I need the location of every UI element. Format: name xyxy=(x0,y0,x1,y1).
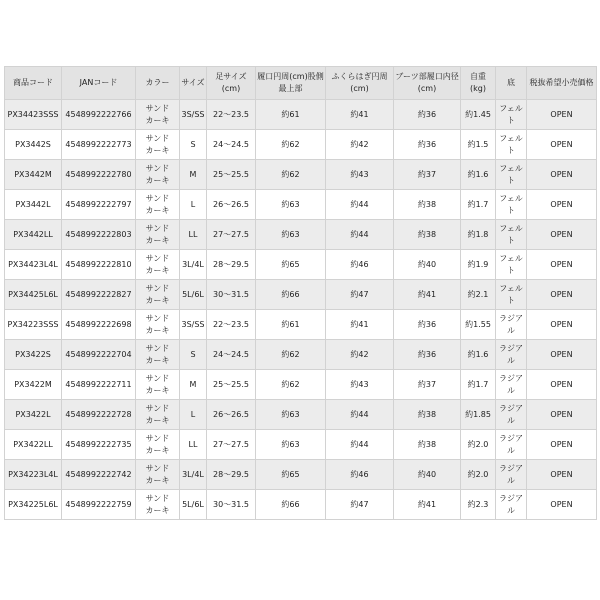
cell-product-code: PX3422S xyxy=(5,340,62,370)
cell-opening-circumference: 約62 xyxy=(256,160,326,190)
cell-size: S xyxy=(180,340,207,370)
cell-calf-circumference: 約43 xyxy=(326,160,394,190)
cell-weight: 約2.0 xyxy=(461,460,496,490)
cell-product-code: PX3442LL xyxy=(5,220,62,250)
cell-weight: 約1.9 xyxy=(461,250,496,280)
cell-color: サンド カーキ xyxy=(136,340,180,370)
cell-foot-size: 25～25.5 xyxy=(207,160,256,190)
cell-weight: 約1.7 xyxy=(461,370,496,400)
cell-calf-circumference: 約46 xyxy=(326,250,394,280)
cell-jan-code: 4548992222766 xyxy=(62,100,136,130)
cell-opening-circumference: 約63 xyxy=(256,400,326,430)
cell-opening-circumference: 約62 xyxy=(256,130,326,160)
cell-calf-circumference: 約44 xyxy=(326,190,394,220)
cell-sole: フェル ト xyxy=(496,100,527,130)
cell-weight: 約1.7 xyxy=(461,190,496,220)
cell-boot-inner-diameter: 約41 xyxy=(394,490,461,520)
cell-opening-circumference: 約62 xyxy=(256,370,326,400)
cell-color: サンド カーキ xyxy=(136,490,180,520)
table-row xyxy=(5,400,597,430)
header-calf-circumference: ふくらはぎ円周(cm) xyxy=(326,67,394,100)
cell-jan-code: 4548992222704 xyxy=(62,340,136,370)
cell-size: 3S/SS xyxy=(180,100,207,130)
cell-product-code: PX34223SSS xyxy=(5,310,62,340)
cell-product-code: PX3422L xyxy=(5,400,62,430)
cell-boot-inner-diameter: 約38 xyxy=(394,190,461,220)
header-sole: 底 xyxy=(496,67,527,100)
table-row xyxy=(5,490,597,520)
cell-price: OPEN xyxy=(527,250,597,280)
cell-jan-code: 4548992222803 xyxy=(62,220,136,250)
cell-color: サンド カーキ xyxy=(136,250,180,280)
cell-size: 3L/4L xyxy=(180,250,207,280)
cell-foot-size: 30～31.5 xyxy=(207,490,256,520)
table-row xyxy=(5,430,597,460)
cell-color: サンド カーキ xyxy=(136,220,180,250)
cell-foot-size: 27～27.5 xyxy=(207,430,256,460)
cell-weight: 約2.0 xyxy=(461,430,496,460)
cell-product-code: PX34425L6L xyxy=(5,280,62,310)
cell-color: サンド カーキ xyxy=(136,460,180,490)
cell-boot-inner-diameter: 約36 xyxy=(394,100,461,130)
cell-product-code: PX3442L xyxy=(5,190,62,220)
cell-jan-code: 4548992222797 xyxy=(62,190,136,220)
cell-weight: 約2.3 xyxy=(461,490,496,520)
cell-calf-circumference: 約41 xyxy=(326,100,394,130)
cell-jan-code: 4548992222827 xyxy=(62,280,136,310)
cell-product-code: PX34225L6L xyxy=(5,490,62,520)
cell-price: OPEN xyxy=(527,280,597,310)
cell-jan-code: 4548992222711 xyxy=(62,370,136,400)
cell-price: OPEN xyxy=(527,400,597,430)
cell-calf-circumference: 約44 xyxy=(326,430,394,460)
cell-price: OPEN xyxy=(527,490,597,520)
cell-price: OPEN xyxy=(527,190,597,220)
cell-sole: フェル ト xyxy=(496,190,527,220)
cell-foot-size: 22～23.5 xyxy=(207,100,256,130)
cell-sole: ラジア ル xyxy=(496,460,527,490)
cell-size: LL xyxy=(180,220,207,250)
cell-weight: 約1.45 xyxy=(461,100,496,130)
cell-size: L xyxy=(180,190,207,220)
cell-sole: フェル ト xyxy=(496,220,527,250)
cell-calf-circumference: 約42 xyxy=(326,130,394,160)
cell-boot-inner-diameter: 約40 xyxy=(394,460,461,490)
cell-foot-size: 26～26.5 xyxy=(207,190,256,220)
table-row xyxy=(5,370,597,400)
cell-color: サンド カーキ xyxy=(136,160,180,190)
cell-product-code: PX34423L4L xyxy=(5,250,62,280)
cell-sole: フェル ト xyxy=(496,250,527,280)
cell-boot-inner-diameter: 約36 xyxy=(394,130,461,160)
cell-jan-code: 4548992222810 xyxy=(62,250,136,280)
cell-jan-code: 4548992222742 xyxy=(62,460,136,490)
cell-sole: ラジア ル xyxy=(496,370,527,400)
table-row xyxy=(5,280,597,310)
cell-product-code: PX3422M xyxy=(5,370,62,400)
cell-sole: ラジア ル xyxy=(496,430,527,460)
cell-foot-size: 27～27.5 xyxy=(207,220,256,250)
cell-size: 5L/6L xyxy=(180,490,207,520)
cell-boot-inner-diameter: 約36 xyxy=(394,310,461,340)
cell-sole: フェル ト xyxy=(496,280,527,310)
cell-size: M xyxy=(180,160,207,190)
cell-opening-circumference: 約62 xyxy=(256,340,326,370)
cell-opening-circumference: 約63 xyxy=(256,220,326,250)
cell-calf-circumference: 約44 xyxy=(326,220,394,250)
cell-weight: 約1.8 xyxy=(461,220,496,250)
cell-size: 5L/6L xyxy=(180,280,207,310)
cell-foot-size: 25～25.5 xyxy=(207,370,256,400)
cell-calf-circumference: 約47 xyxy=(326,490,394,520)
cell-color: サンド カーキ xyxy=(136,280,180,310)
cell-price: OPEN xyxy=(527,160,597,190)
cell-jan-code: 4548992222773 xyxy=(62,130,136,160)
cell-foot-size: 26～26.5 xyxy=(207,400,256,430)
cell-price: OPEN xyxy=(527,100,597,130)
cell-boot-inner-diameter: 約38 xyxy=(394,400,461,430)
cell-weight: 約2.1 xyxy=(461,280,496,310)
cell-product-code: PX34223L4L xyxy=(5,460,62,490)
cell-price: OPEN xyxy=(527,370,597,400)
table-row xyxy=(5,100,597,130)
cell-opening-circumference: 約63 xyxy=(256,190,326,220)
cell-boot-inner-diameter: 約36 xyxy=(394,340,461,370)
header-price: 税抜希望小売価格 xyxy=(527,67,597,100)
cell-product-code: PX34423SSS xyxy=(5,100,62,130)
cell-color: サンド カーキ xyxy=(136,400,180,430)
cell-price: OPEN xyxy=(527,430,597,460)
table-row xyxy=(5,340,597,370)
cell-size: L xyxy=(180,400,207,430)
cell-color: サンド カーキ xyxy=(136,190,180,220)
header-jan-code: JANコード xyxy=(62,67,136,100)
cell-price: OPEN xyxy=(527,340,597,370)
cell-foot-size: 28～29.5 xyxy=(207,250,256,280)
cell-calf-circumference: 約47 xyxy=(326,280,394,310)
cell-weight: 約1.6 xyxy=(461,340,496,370)
cell-boot-inner-diameter: 約41 xyxy=(394,280,461,310)
cell-foot-size: 24～24.5 xyxy=(207,340,256,370)
cell-calf-circumference: 約42 xyxy=(326,340,394,370)
cell-jan-code: 4548992222728 xyxy=(62,400,136,430)
cell-calf-circumference: 約46 xyxy=(326,460,394,490)
cell-size: LL xyxy=(180,430,207,460)
cell-sole: フェル ト xyxy=(496,130,527,160)
cell-jan-code: 4548992222735 xyxy=(62,430,136,460)
cell-foot-size: 22～23.5 xyxy=(207,310,256,340)
cell-color: サンド カーキ xyxy=(136,130,180,160)
cell-sole: ラジア ル xyxy=(496,340,527,370)
cell-weight: 約1.6 xyxy=(461,160,496,190)
cell-boot-inner-diameter: 約38 xyxy=(394,220,461,250)
cell-calf-circumference: 約41 xyxy=(326,310,394,340)
cell-weight: 約1.85 xyxy=(461,400,496,430)
cell-boot-inner-diameter: 約37 xyxy=(394,160,461,190)
cell-size: M xyxy=(180,370,207,400)
spec-table xyxy=(4,66,597,520)
cell-color: サンド カーキ xyxy=(136,430,180,460)
table-row xyxy=(5,220,597,250)
cell-size: 3S/SS xyxy=(180,310,207,340)
cell-color: サンド カーキ xyxy=(136,370,180,400)
cell-color: サンド カーキ xyxy=(136,100,180,130)
cell-color: サンド カーキ xyxy=(136,310,180,340)
cell-foot-size: 28～29.5 xyxy=(207,460,256,490)
cell-calf-circumference: 約44 xyxy=(326,400,394,430)
cell-boot-inner-diameter: 約37 xyxy=(394,370,461,400)
cell-sole: ラジア ル xyxy=(496,310,527,340)
cell-calf-circumference: 約43 xyxy=(326,370,394,400)
cell-price: OPEN xyxy=(527,310,597,340)
cell-sole: ラジア ル xyxy=(496,490,527,520)
cell-boot-inner-diameter: 約38 xyxy=(394,430,461,460)
header-opening-circumference: 履口円周(cm)股側最上部 xyxy=(256,67,326,100)
header-size: サイズ xyxy=(180,67,207,100)
cell-jan-code: 4548992222698 xyxy=(62,310,136,340)
header-foot-size: 足サイズ (cm) xyxy=(207,67,256,100)
cell-weight: 約1.5 xyxy=(461,130,496,160)
cell-opening-circumference: 約65 xyxy=(256,460,326,490)
cell-product-code: PX3442S xyxy=(5,130,62,160)
cell-product-code: PX3442M xyxy=(5,160,62,190)
cell-size: 3L/4L xyxy=(180,460,207,490)
cell-boot-inner-diameter: 約40 xyxy=(394,250,461,280)
cell-opening-circumference: 約66 xyxy=(256,280,326,310)
cell-jan-code: 4548992222780 xyxy=(62,160,136,190)
cell-price: OPEN xyxy=(527,130,597,160)
table-row xyxy=(5,310,597,340)
cell-foot-size: 30～31.5 xyxy=(207,280,256,310)
cell-jan-code: 4548992222759 xyxy=(62,490,136,520)
cell-opening-circumference: 約66 xyxy=(256,490,326,520)
header-color: カラー xyxy=(136,67,180,100)
cell-opening-circumference: 約61 xyxy=(256,100,326,130)
cell-foot-size: 24～24.5 xyxy=(207,130,256,160)
cell-opening-circumference: 約63 xyxy=(256,430,326,460)
cell-sole: フェル ト xyxy=(496,160,527,190)
table-row xyxy=(5,250,597,280)
table-row xyxy=(5,460,597,490)
header-product-code: 商品コード xyxy=(5,67,62,100)
cell-opening-circumference: 約61 xyxy=(256,310,326,340)
table-row xyxy=(5,130,597,160)
cell-size: S xyxy=(180,130,207,160)
header-boot-inner-diameter: ブーツ部履口内径(cm) xyxy=(394,67,461,100)
cell-price: OPEN xyxy=(527,220,597,250)
header-row xyxy=(5,67,597,100)
cell-weight: 約1.55 xyxy=(461,310,496,340)
table-row xyxy=(5,190,597,220)
cell-opening-circumference: 約65 xyxy=(256,250,326,280)
header-weight: 自重 (kg) xyxy=(461,67,496,100)
table-row xyxy=(5,160,597,190)
cell-price: OPEN xyxy=(527,460,597,490)
cell-sole: ラジア ル xyxy=(496,400,527,430)
cell-product-code: PX3422LL xyxy=(5,430,62,460)
